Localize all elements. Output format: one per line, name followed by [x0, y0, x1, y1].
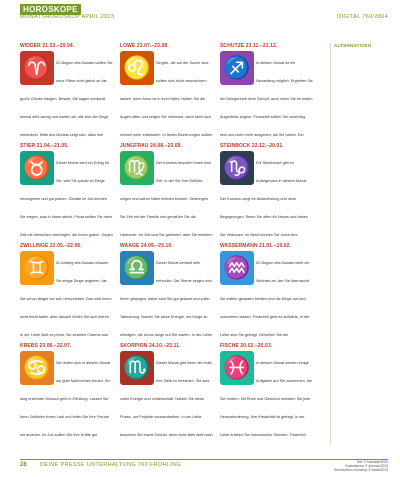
sign-title: STEINBOCK 22.12.–20.01.: [220, 143, 284, 149]
sign-title: FISCHE 20.02.–20.03.: [220, 343, 273, 349]
gemini-icon: ♊: [20, 251, 54, 285]
credit-line: Text: © fotolia/ae/2023: [356, 460, 388, 464]
sign-text: Singles, die auf der Suche sind, sollten sich nicht verunsichern lassen, denn Amor ist in Ihrer Nähe. Halten Sie die Augen offen und zeigen Sie Interesse, dann kann sich schnell mehr entwickeln. In festen Beziehungen sollten: [120, 61, 213, 137]
aquarius-icon: ♒: [220, 251, 254, 285]
cancer-icon: ♋: [20, 351, 54, 385]
sign-libra: [120, 243, 213, 339]
issue-label: DIGITAL 760/2804: [337, 14, 388, 20]
credit-line: Illustrationen: © fotomon/2023: [345, 464, 388, 468]
libra-icon: ♎: [120, 251, 154, 285]
sign-text: Dieser Monat gibt Ihnen die Kraft, Ihre Ziele zu erreichen. Sie sind voller Energie und Leidenschaft. Nutzen Sie diese Phase, um Projekte voranzutreiben. In der Liebe brauchen Sie etwas Geduld, denn nicht alles läuft nach: [120, 361, 213, 437]
sagittarius-icon: ♐: [220, 51, 254, 85]
capricorn-icon: ♑: [220, 151, 254, 185]
sign-text: Der Kosmos beschert Ihnen eine Zeit, in der Sie Ihre Gefühle zeigen und wahre Nähe erleben können. Verbringen Sie Zeit mit der Familie und genießen Sie die Harmonie. Im Job sind Sie gefordert, aber Sie meistern: [120, 161, 213, 237]
virgo-icon: ♍: [120, 151, 154, 185]
sign-text: In diesem Monat ist ein Neuanfang möglich. Ergreifen Sie die Gelegenheit beim Schopf, auch wenn Sie im ersten Augenblick zögern. Finanziell sollten Sie vorsichtig sein und nicht mehr ausgeben, als Sie haben. Ein: [220, 61, 313, 137]
sign-text: Dieser Monat verläuft sehr erfreulich. Die Sterne zeigen sich Ihnen gewogen, daher sind Sie gut gelaunt und voller Tatendrang. Nutzen Sie diese Energie, um Dinge zu erledigen, die schon lange auf Sie warten. In der Liebe: [120, 261, 212, 337]
page-header: [20, 0, 388, 22]
alternatives-column: [330, 43, 388, 445]
sign-text: Zu Beginn des Monats steht ein Wechsel an, der Sie überrascht. Sie sollten gelassen bleiben und die Dinge auf sich zukommen lassen. Finanziell geht es aufwärts. In der Liebe sind Sie gefragt. Genießen Sie die: [220, 261, 310, 337]
sign-text: Zu Beginn des Monats sollten Sie neue Pläne nicht gleich an die große Glocke hängen. Besser, Sie sagen zunächst einmal sehr wenig und warten ab, wie sich die Dinge entwickeln. Mitte des Monats zeigt sich, dass Ihre: [20, 61, 113, 137]
page-number: 28: [20, 462, 27, 468]
sign-cancer: [20, 343, 113, 439]
leo-icon: ♌: [120, 51, 154, 85]
sign-virgo: [120, 143, 213, 239]
sign-title: WASSERMANN 21.01.–19.02.: [220, 243, 292, 249]
sign-title: SCHÜTZE 23.11.–21.12.: [220, 43, 278, 49]
sign-title: ZWILLINGE 22.05.–22.06.: [20, 243, 82, 249]
pisces-icon: ♓: [220, 351, 254, 385]
sign-capricorn: [220, 143, 313, 239]
taurus-icon: ♉: [20, 151, 54, 185]
sign-title: LÖWE 23.07.–23.08.: [120, 43, 169, 49]
page-subtitle: MONATSHOROSKOP APRIL 2023: [20, 14, 115, 20]
sign-text: Zu Anfang des Monats müssen Sie einige Dinge angehen, die Sie schon länger vor sich herschieben. Das wird Ihnen nicht leicht fallen, aber danach fühlen Sie sich befreit. In der Liebe läuft es prima. Sie strahlen Charme aus: [20, 261, 112, 337]
sign-title: WIDDER 21.03.–20.04.: [20, 43, 75, 49]
sign-title: KREBS 23.06.–22.07.: [20, 343, 72, 349]
sign-text: In diesem Monat werden einige Aufgaben auf Sie zukommen, die Sie fordern. Mit Ruhe und Geschick meistern Sie jede Herausforderung. Ihre Kreativität ist gefragt. In der Liebe erleben Sie harmonische Stunden. Finanziell: [220, 361, 312, 437]
sign-text: Für Steinböcke gibt es Aufregendes in diesem Monat. Der Kosmos sorgt für Abwechslung und neue Begegnungen. Seien Sie offen für Neues und haben Sie Vertrauen. Im Beruf können Sie durch Ihre: [220, 161, 308, 237]
sign-taurus: [20, 143, 113, 239]
aries-icon: ♈: [20, 51, 54, 85]
credit-line: Sternzeichen-Horoskop © fotolia/2023: [334, 468, 388, 472]
alternatives-title: ALTERNATIVEN: [334, 43, 372, 48]
footer-credits: [334, 460, 388, 472]
page-title: HOROSKOPE: [20, 4, 81, 15]
sign-leo: [120, 43, 213, 139]
sign-title: WAAGE 24.09.–23.10.: [120, 243, 173, 249]
sign-title: SKORPION 24.10.–22.11.: [120, 343, 181, 349]
sign-text: Dieser Monat wird ein Erfolg für Sie, weil Sie positiv an Dinge herangehen und gut planen. Gerade im Job können Sie zeigen, was in Ihnen steckt. Privat sollten Sie mehr Zeit mit Menschen verbringen, die Ihnen guttun. Gegen: [20, 161, 113, 237]
sign-aries: [20, 43, 113, 139]
horoscope-grid: [20, 43, 314, 445]
sign-scorpio: [120, 343, 213, 439]
scorpio-icon: ♏: [120, 351, 154, 385]
footer-brand: DEINE PRESSE UNTERHALTUNG 760 FRÜHLING: [40, 462, 181, 468]
sign-title: STIER 21.04.–21.05.: [20, 143, 69, 149]
sign-sagittarius: [220, 43, 313, 139]
sign-aquarius: [220, 243, 313, 339]
sign-text: Sie dürfen sich in diesem Monat auf gute Nachrichten freuen. Ein lang ersehnter Wunsch geht in Erfüllung. Lassen Sie Ihren Gefühlen freien Lauf und teilen Sie Ihre Freude mit anderen. Im Job sollten Sie Ihre Kräfte gut: [20, 361, 111, 437]
footer-divider: [20, 459, 388, 460]
sign-title: JUNGFRAU 24.08.–23.09.: [120, 143, 182, 149]
sign-pisces: [220, 343, 313, 439]
sign-gemini: [20, 243, 113, 339]
